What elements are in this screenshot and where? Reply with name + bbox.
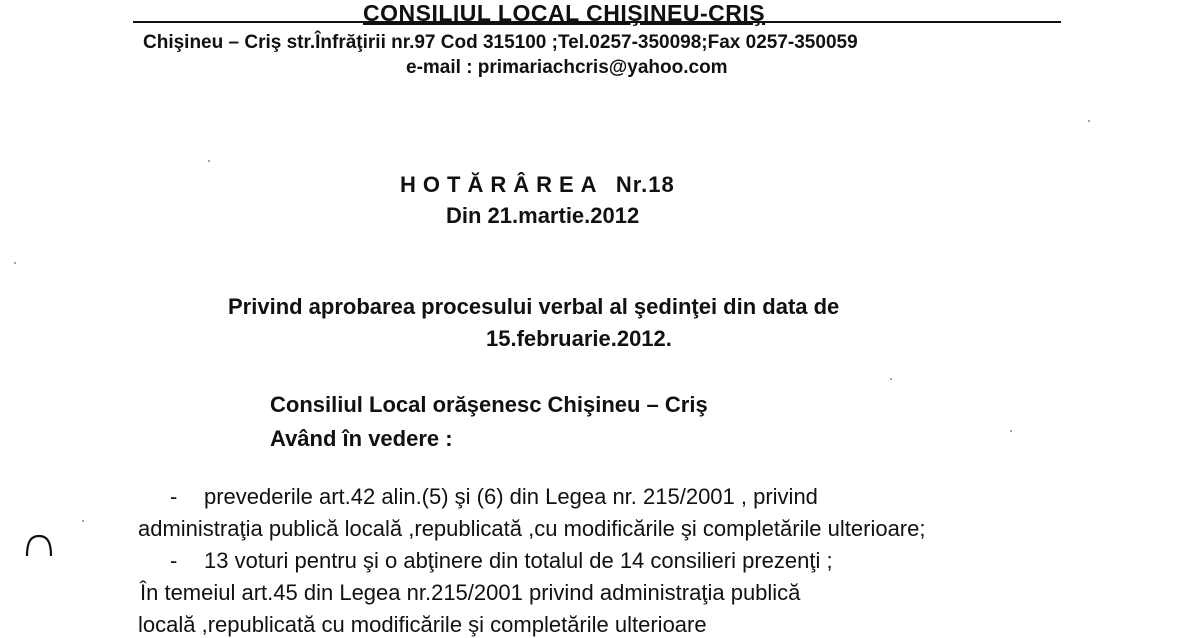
- decision-title: [400, 172, 675, 198]
- item1-line2: administraţia publică locală ,republicată ,cu modificările şi completările ulterioare;: [138, 516, 926, 541]
- scan-speck: [1088, 120, 1090, 122]
- list-item: [170, 484, 818, 510]
- list-dash: -: [170, 548, 178, 573]
- item1-line1: prevederile art.42 alin.(5) şi (6) din Legea nr. 215/2001 , privind: [204, 484, 818, 509]
- decision-date: Din 21.martie.2012: [446, 203, 640, 228]
- decision-title-text: HOTĂRÂREA: [400, 172, 603, 197]
- scan-speck: [82, 520, 84, 522]
- scan-speck: [890, 378, 892, 380]
- scan-speck: [14, 262, 16, 264]
- scan-speck: [1010, 430, 1012, 432]
- council-header: CONSILIUL LOCAL CHIŞINEU-CRIŞ: [363, 0, 766, 26]
- list-dash: -: [170, 484, 178, 509]
- item2-text: 13 voturi pentru şi o abţinere din totalul de 14 consilieri prezenţi ;: [204, 548, 833, 573]
- subject-line-1: Privind aprobarea procesului verbal al şedinţei din data de: [228, 294, 840, 319]
- scan-speck: [208, 160, 210, 162]
- punch-hole-mark-icon: [22, 526, 56, 560]
- legal-basis-line2: locală ,republicată cu modificările şi completările ulterioare: [138, 612, 707, 637]
- preamble-whereas: Având în vedere :: [270, 426, 453, 451]
- address-line: Chişineu – Criş str.Înfrăţirii nr.97 Cod 315100 ;Tel.0257-350098;Fax 0257-350059: [143, 32, 858, 53]
- email-line: e-mail : primariachcris@yahoo.com: [406, 57, 728, 78]
- subject-line-2: 15.februarie.2012.: [486, 326, 672, 351]
- list-item: [170, 548, 833, 574]
- preamble-council: Consiliul Local orăşenesc Chişineu – Criş: [270, 392, 708, 417]
- decision-number: Nr.18: [615, 172, 675, 197]
- legal-basis-line1: În temeiul art.45 din Legea nr.215/2001 privind administraţia publică: [140, 580, 801, 605]
